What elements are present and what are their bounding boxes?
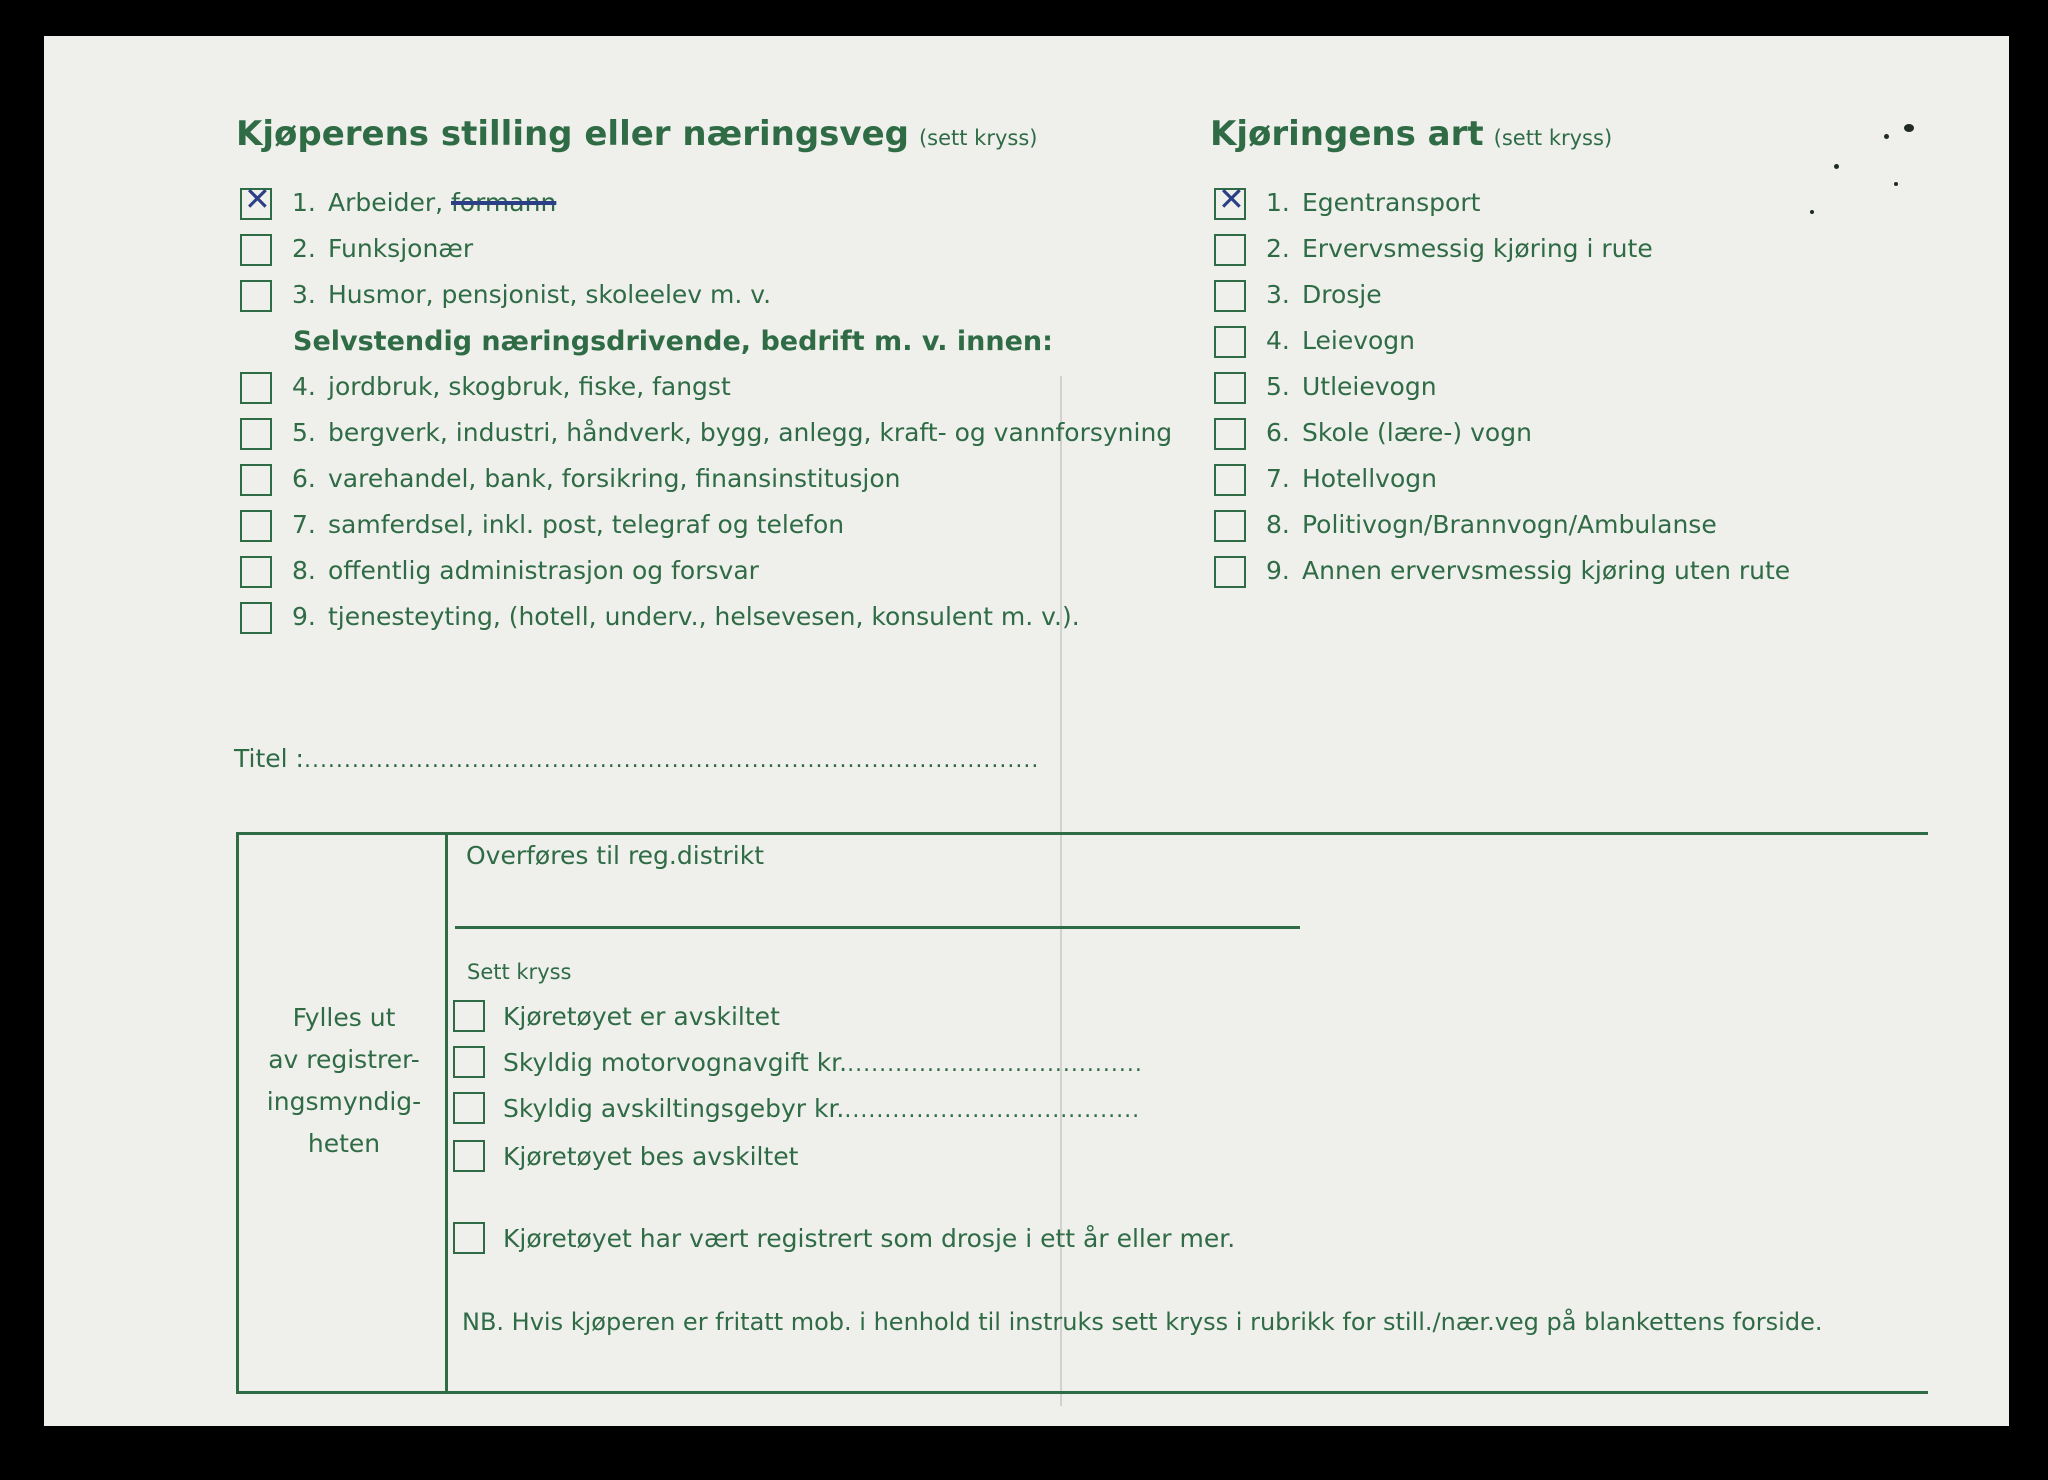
- item-number: 9.: [1266, 556, 1290, 585]
- item-number: 4.: [292, 372, 316, 401]
- item-number: 1.: [292, 188, 316, 217]
- occupation-item-6: [292, 464, 901, 493]
- occupation-item-4: [292, 372, 731, 401]
- titel-label: Titel :: [234, 744, 304, 773]
- driving-item-5: [1266, 372, 1437, 401]
- item-text: Skole (lære-) vogn: [1302, 418, 1532, 447]
- item-text: varehandel, bank, forsikring, finansinstitusjon: [328, 464, 901, 493]
- checkbox-driving-9[interactable]: [1214, 556, 1246, 588]
- check-mark-icon: ✕: [1218, 180, 1245, 218]
- ink-speck: [1894, 182, 1898, 186]
- ink-speck: [1810, 210, 1814, 214]
- vehicle-tax-label: Skyldig motorvognavgift kr.: [503, 1048, 848, 1077]
- checkbox-request-deregistration[interactable]: [453, 1140, 485, 1172]
- checkbox-occupation-9[interactable]: [240, 602, 272, 634]
- occupation-item-3: [292, 280, 771, 309]
- item-number: 3.: [292, 280, 316, 309]
- item-number: 2.: [292, 234, 316, 263]
- item-number: 7.: [1266, 464, 1290, 493]
- struck-text: formann: [451, 188, 557, 217]
- titel-dotted-field[interactable]: ............................................................................................: [303, 748, 1040, 773]
- item-number: 3.: [1266, 280, 1290, 309]
- item-text: offentlig administrasjon og forsvar: [328, 556, 759, 585]
- item-text: Arbeider,: [328, 188, 451, 217]
- occupation-item-2: [292, 234, 473, 263]
- self-employed-heading: Selvstendig næringsdrivende, bedrift m. v. innen:: [293, 326, 1053, 357]
- deregistered-label: Kjøretøyet er avskiltet: [503, 1002, 780, 1031]
- item-text: Hotellvogn: [1302, 464, 1437, 493]
- transfer-district-field[interactable]: [455, 926, 1300, 929]
- checkbox-driving-3[interactable]: [1214, 280, 1246, 312]
- item-number: 8.: [1266, 510, 1290, 539]
- deregistration-fee-amount-field[interactable]: .....................................: [844, 1098, 1141, 1123]
- driving-item-1: [1266, 188, 1480, 217]
- item-text: Ervervsmessig kjøring i rute: [1302, 234, 1653, 263]
- side-label-line: ingsmyndig-: [266, 1087, 422, 1116]
- driving-type-note: (sett kryss): [1493, 126, 1613, 150]
- occupation-item-5: [292, 418, 1172, 447]
- driving-item-7: [1266, 464, 1437, 493]
- checkbox-driving-2[interactable]: [1214, 234, 1246, 266]
- item-text: Husmor, pensjonist, skoleelev m. v.: [328, 280, 772, 309]
- driving-item-3: [1266, 280, 1382, 309]
- checkbox-deregistration-fee-owed[interactable]: [453, 1092, 485, 1124]
- checkbox-occupation-8[interactable]: [240, 556, 272, 588]
- checkbox-vehicle-tax-owed[interactable]: [453, 1046, 485, 1078]
- checkbox-driving-4[interactable]: [1214, 326, 1246, 358]
- driving-item-8: [1266, 510, 1717, 539]
- item-text: tjenesteyting, (hotell, underv., helsevesen, konsulent m. v.).: [328, 602, 1080, 631]
- item-text: Utleievogn: [1302, 372, 1437, 401]
- item-text: Leievogn: [1302, 326, 1416, 355]
- item-number: 6.: [1266, 418, 1290, 447]
- vehicle-tax-row: [503, 1048, 1143, 1077]
- check-mark-icon: ✕: [244, 180, 271, 218]
- registration-side-label: [244, 997, 444, 1165]
- occupation-item-7: [292, 510, 844, 539]
- item-number: 4.: [1266, 326, 1290, 355]
- checkbox-occupation-1[interactable]: [240, 180, 272, 220]
- titel-row: [234, 744, 1039, 773]
- item-number: 5.: [1266, 372, 1290, 401]
- driving-item-4: [1266, 326, 1415, 355]
- nb-note: NB. Hvis kjøperen er fritatt mob. i henhold til instruks sett kryss i rubrikk for still./nær.veg på blankettens forside.: [462, 1308, 1823, 1336]
- item-number: 6.: [292, 464, 316, 493]
- item-text: Drosje: [1302, 280, 1382, 309]
- driving-item-9: [1266, 556, 1790, 585]
- item-text: Egentransport: [1302, 188, 1481, 217]
- item-text: Politivogn/Brannvogn/Ambulanse: [1302, 510, 1717, 539]
- checkbox-taxi-registered[interactable]: [453, 1222, 485, 1254]
- side-label-line: av registrer-: [268, 1045, 420, 1074]
- checkbox-occupation-5[interactable]: [240, 418, 272, 450]
- vehicle-tax-amount-field[interactable]: .....................................: [847, 1052, 1143, 1077]
- driving-type-heading: [1210, 114, 1612, 154]
- ink-speck: [1834, 164, 1839, 169]
- registration-divider: [445, 832, 448, 1394]
- buyer-occupation-heading: [236, 114, 1037, 154]
- checkbox-occupation-4[interactable]: [240, 372, 272, 404]
- item-number: 8.: [292, 556, 316, 585]
- deregistration-fee-label: Skyldig avskiltingsgebyr kr.: [503, 1094, 845, 1123]
- item-number: 7.: [292, 510, 316, 539]
- ink-speck: [1904, 124, 1914, 132]
- taxi-registered-label: Kjøretøyet har vært registrert som drosje i ett år eller mer.: [503, 1224, 1236, 1253]
- item-number: 5.: [292, 418, 316, 447]
- item-text: Funksjonær: [328, 234, 474, 263]
- occupation-item-8: [292, 556, 759, 585]
- checkbox-occupation-6[interactable]: [240, 464, 272, 496]
- item-number: 1.: [1266, 188, 1290, 217]
- item-number: 9.: [292, 602, 316, 631]
- checkbox-driving-7[interactable]: [1214, 464, 1246, 496]
- checkbox-deregistered[interactable]: [453, 1000, 485, 1032]
- buyer-occupation-title: Kjøperens stilling eller næringsveg: [236, 114, 909, 154]
- item-text: samferdsel, inkl. post, telegraf og telefon: [328, 510, 845, 539]
- checkbox-occupation-2[interactable]: [240, 234, 272, 266]
- side-label-line: heten: [307, 1129, 381, 1158]
- item-text: jordbruk, skogbruk, fiske, fangst: [328, 372, 731, 401]
- checkbox-driving-8[interactable]: [1214, 510, 1246, 542]
- checkbox-driving-1[interactable]: [1214, 180, 1246, 220]
- deregistration-fee-row: [503, 1094, 1140, 1123]
- driving-item-6: [1266, 418, 1532, 447]
- checkbox-occupation-3[interactable]: [240, 280, 272, 312]
- occupation-item-9: [292, 602, 1080, 631]
- request-deregistration-label: Kjøretøyet bes avskiltet: [503, 1142, 799, 1171]
- transfer-district-label: Overføres til reg.distrikt: [466, 841, 765, 870]
- driving-item-2: [1266, 234, 1653, 263]
- buyer-occupation-note: (sett kryss): [918, 126, 1038, 150]
- sett-kryss-label: Sett kryss: [467, 960, 572, 984]
- item-text: Annen ervervsmessig kjøring uten rute: [1302, 556, 1791, 585]
- item-text: bergverk, industri, håndverk, bygg, anlegg, kraft- og vannforsyning: [328, 418, 1173, 447]
- checkbox-driving-6[interactable]: [1214, 418, 1246, 450]
- item-number: 2.: [1266, 234, 1290, 263]
- checkbox-driving-5[interactable]: [1214, 372, 1246, 404]
- checkbox-occupation-7[interactable]: [240, 510, 272, 542]
- occupation-item-1: [292, 188, 556, 217]
- ink-speck: [1884, 134, 1889, 139]
- side-label-line: Fylles ut: [292, 1003, 396, 1032]
- driving-type-title: Kjøringens art: [1210, 114, 1484, 154]
